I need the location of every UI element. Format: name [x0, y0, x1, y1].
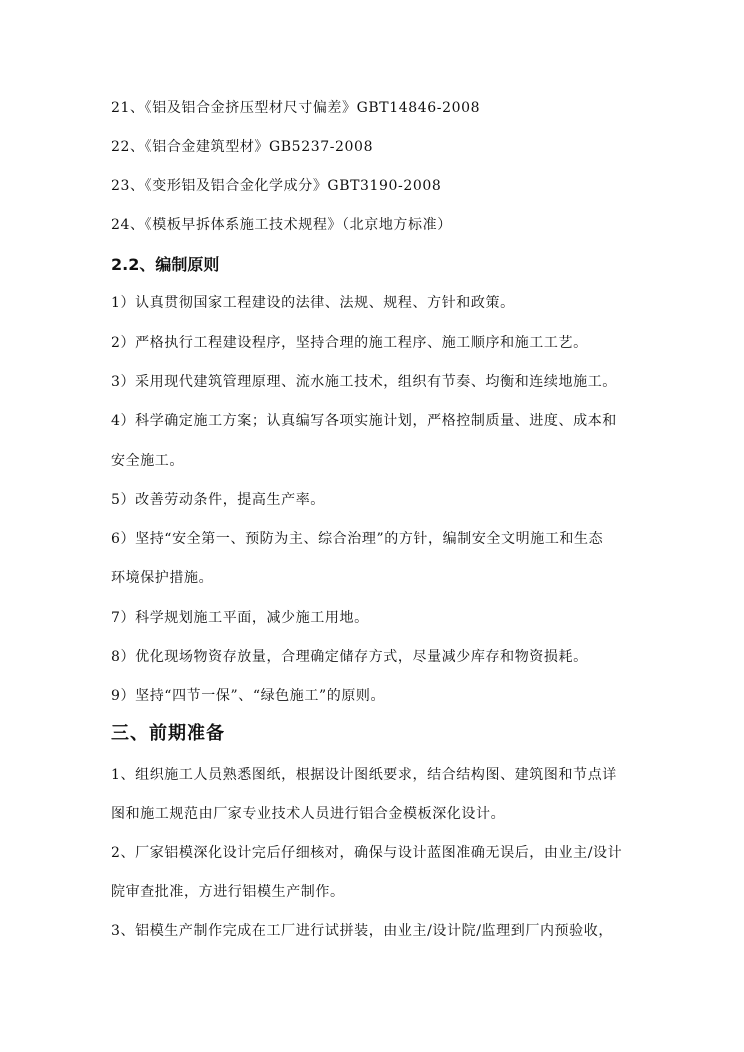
principle-line: 3）采用现代建筑管理原理、流水施工技术，组织有节奏、均衡和连续地施工。 — [111, 374, 617, 390]
section-heading-3: 三、前期准备 — [111, 723, 225, 744]
preparation-line: 图和施工规范由厂家专业技术人员进行铝合金模板深化设计。 — [111, 806, 506, 822]
reference-item-21: 21、《铝及铝合金挤压型材尺寸偏差》GBT14846-2008 — [111, 100, 481, 116]
principle-line: 环境保护措施。 — [111, 570, 214, 586]
principle-line: 9）坚持“四节一保”、“绿色施工”的原则。 — [111, 688, 386, 704]
preparation-line: 3、铝模生产制作完成在工厂进行试拼装，由业主/设计院/监理到厂内预验收， — [111, 923, 613, 939]
principle-line: 5）改善劳动条件，提高生产率。 — [111, 492, 325, 508]
principle-line: 4）科学确定施工方案；认真编写各项实施计划，严格控制质量、进度、成本和 — [111, 413, 617, 429]
reference-item-22: 22、《铝合金建筑型材》GB5237-2008 — [111, 139, 374, 155]
reference-item-24: 24、《模板早拆体系施工技术规程》（北京地方标准） — [111, 217, 452, 233]
principle-line: 2）严格执行工程建设程序，坚持合理的施工程序、施工顺序和施工工艺。 — [111, 335, 588, 351]
preparation-line: 1、组织施工人员熟悉图纸，根据设计图纸要求，结合结构图、建筑图和节点详 — [111, 767, 617, 783]
reference-item-23: 23、《变形铝及铝合金化学成分》GBT3190-2008 — [111, 178, 442, 194]
section-heading-2-2: 2.2、编制原则 — [111, 255, 220, 274]
principle-line: 8）优化现场物资存放量，合理确定储存方式，尽量减少库存和物资损耗。 — [111, 649, 588, 665]
preparation-line: 院审查批准，方进行铝模生产制作。 — [111, 884, 345, 900]
preparation-line: 2、厂家铝模深化设计完后仔细核对，确保与设计蓝图准确无误后，由业主/设计 — [111, 845, 623, 861]
principle-line: 6）坚持“安全第一、预防为主、综合治理”的方针，编制安全文明施工和生态 — [111, 531, 604, 547]
principle-line: 安全施工。 — [111, 453, 184, 469]
principle-line: 1）认真贯彻国家工程建设的法律、法规、规程、方针和政策。 — [111, 295, 515, 311]
principle-line: 7）科学规划施工平面，减少施工用地。 — [111, 610, 369, 626]
